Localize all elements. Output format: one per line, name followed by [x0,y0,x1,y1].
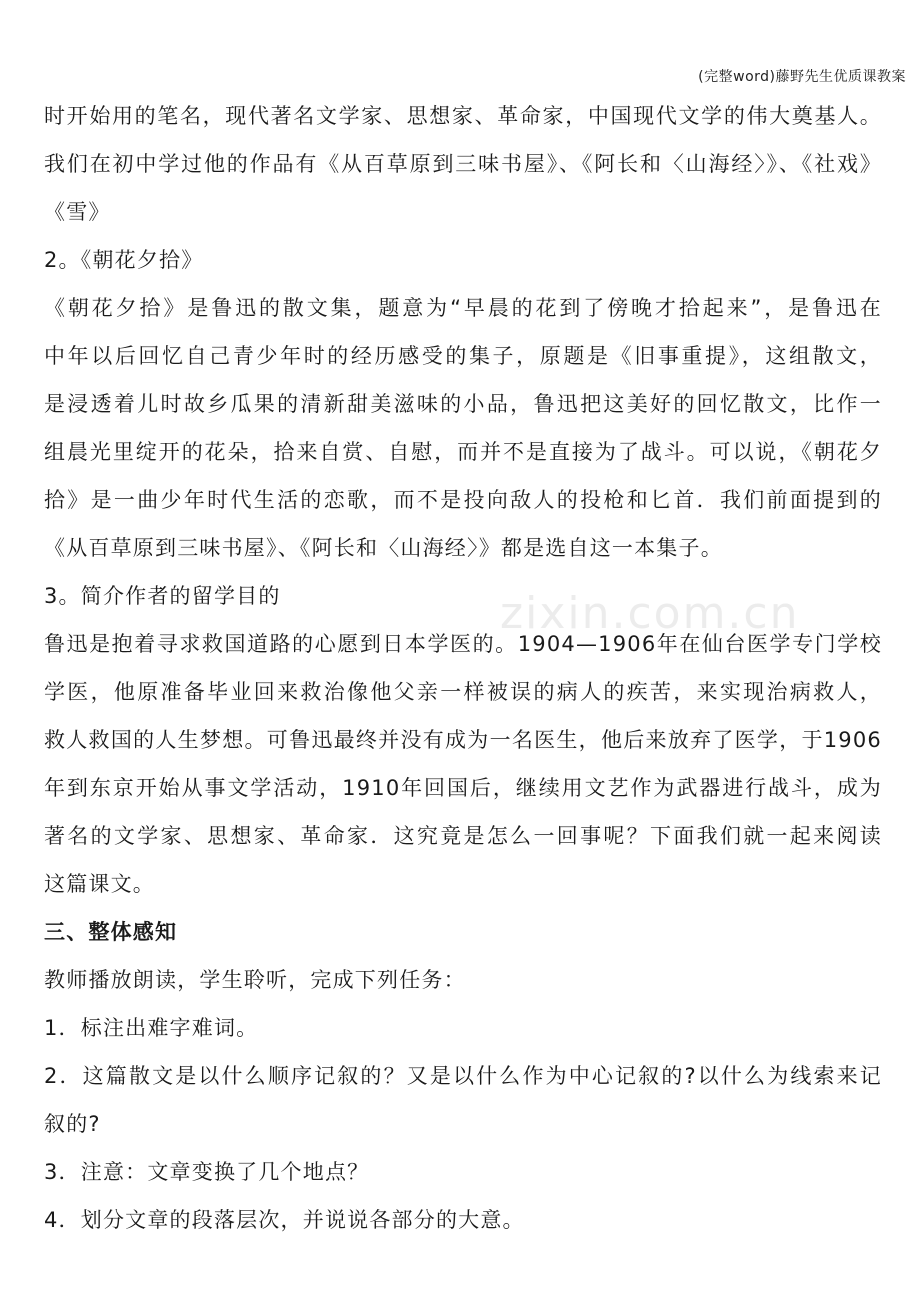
text-line: 年到东京开始从事文学活动，1910年回国后，继续用文艺作为武器进行战斗，成为 [44,776,882,800]
document-header: (完整word)藤野先生优质课教案 [698,69,906,85]
task-item: 2．这篇散文是以什么顺序记叙的？又是以什么作为中心记叙的?以什么为线索来记 [44,1064,882,1088]
text-line: 中年以后回忆自己青少年时的经历感受的集子，原题是《旧事重提》，这组散文， [44,344,882,368]
text-line: 这篇课文。 [44,872,155,896]
watermark: zixin.com.cn [500,588,800,639]
text-line: 组晨光里绽开的花朵，拾来自赏、自慰，而并不是直接为了战斗。可以说，《朝花夕 [44,440,882,464]
text-line: 是浸透着儿时故乡瓜果的清新甜美滋味的小品，鲁迅把这美好的回忆散文，比作一 [44,392,882,416]
text-line: 我们在初中学过他的作品有《从百草原到三味书屋》、《阿长和〈山海经〉》、《社戏》 [44,152,882,176]
text-line: 时开始用的笔名，现代著名文学家、思想家、革命家，中国现代文学的伟大奠基人。 [44,104,882,128]
text-line: 《从百草原到三味书屋》、《阿长和〈山海经〉》都是选自这一本集子。 [44,536,723,560]
task-item: 3．注意：文章变换了几个地点？ [44,1160,370,1184]
text-line: 叙的? [44,1112,101,1136]
text-line: 教师播放朗读，学生聆听，完成下列任务： [44,968,466,992]
text-line: 《朝花夕拾》是鲁迅的散文集，题意为“早晨的花到了傍晚才拾起来”，是鲁迅在 [44,296,882,320]
text-line: 拾》是一曲少年时代生活的恋歌，而不是投向敌人的投枪和匕首．我们前面提到的 [44,488,882,512]
section-title: 三、整体感知 [44,920,178,944]
text-line: 著名的文学家、思想家、革命家．这究竟是怎么一回事呢？下面我们就一起来阅读 [44,824,882,848]
text-line: 救人救国的人生梦想。可鲁迅最终并没有成为一名医生，他后来放弃了医学，于1906 [44,728,882,752]
document-body [44,92,882,1244]
text-line: 学医，他原准备毕业回来救治像他父亲一样被误的病人的疾苦，来实现治病救人， [44,680,882,704]
text-line: 《雪》 [44,200,111,224]
task-item: 1．标注出难字难词。 [44,1016,259,1040]
text-line: 鲁迅是抱着寻求救国道路的心愿到日本学医的。1904—1906年在仙台医学专门学校 [44,632,882,656]
section-heading: 3。简介作者的留学目的 [44,584,281,608]
section-heading: 2。《朝花夕拾》 [44,248,204,272]
task-item: 4．划分文章的段落层次，并说说各部分的大意。 [44,1208,525,1232]
